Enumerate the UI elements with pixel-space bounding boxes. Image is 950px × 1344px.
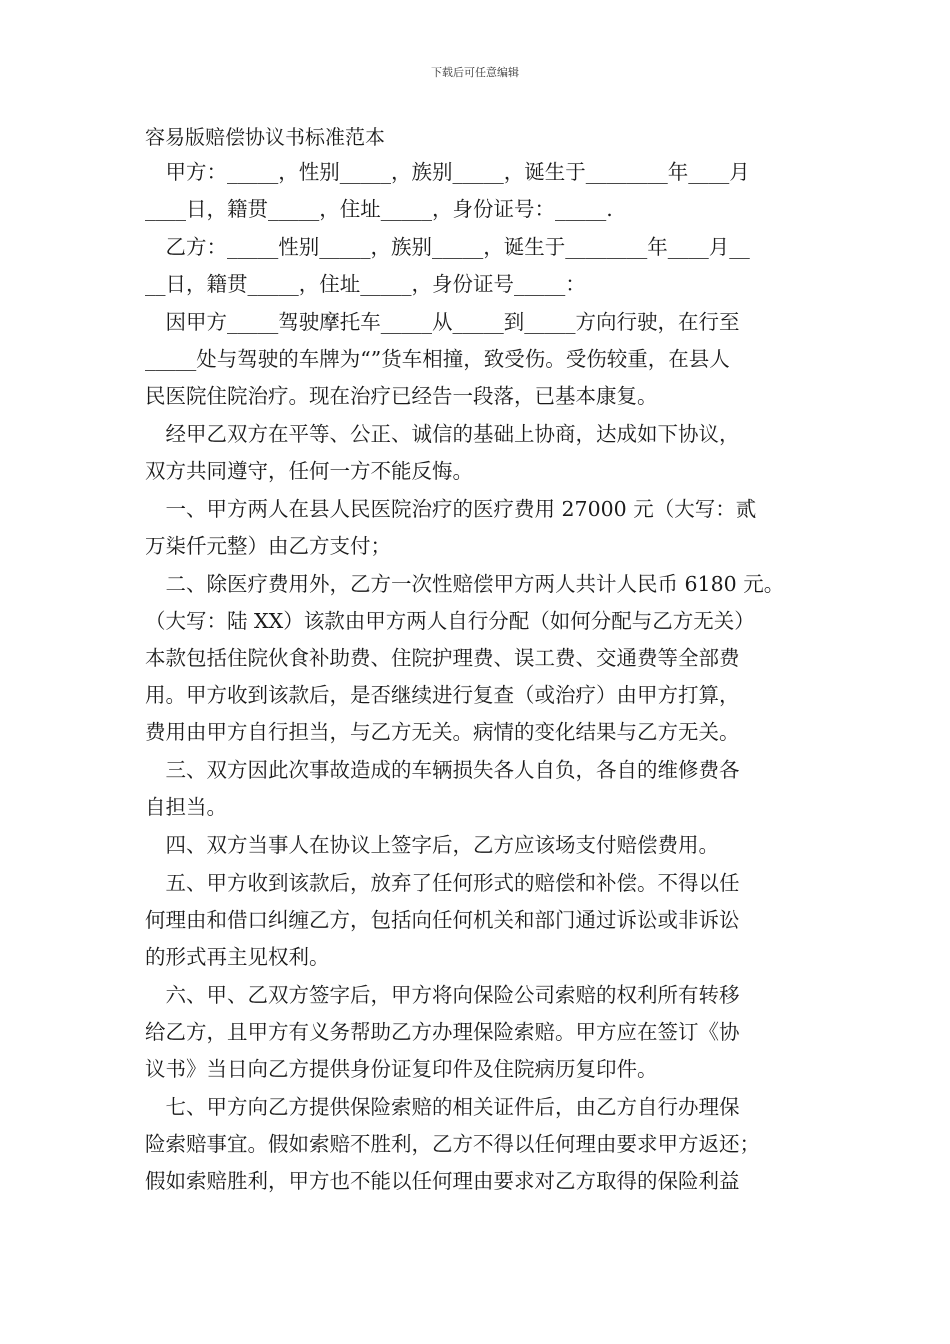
body-line: 用。甲方收到该款后，是否继续进行复查（或治疗）由甲方打算， (145, 683, 740, 707)
document-body (145, 154, 815, 1200)
body-line: 五、甲方收到该款后，放弃了任何形式的赔偿和补偿。不得以任 (145, 871, 740, 895)
body-line: 民医院住院治疗。现在治疗已经告一段落，已基本康复。 (145, 384, 658, 408)
body-line: ____日，籍贯_____，住址_____，身份证号：_____. (145, 197, 613, 221)
body-line: 何理由和借口纠缠乙方，包括向任何机关和部门通过诉讼或非诉讼 (145, 908, 740, 932)
body-line: 三、双方因此次事故造成的车辆损失各人自负，各自的维修费各 (145, 758, 740, 782)
body-line: 四、双方当事人在协议上签字后，乙方应该场支付赔偿费用。 (145, 833, 719, 857)
body-line: 二、除医疗费用外，乙方一次性赔偿甲方两人共计人民币 6180 元。 (145, 572, 785, 596)
body-line: 七、甲方向乙方提供保险索赔的相关证件后，由乙方自行办理保 (145, 1095, 740, 1119)
body-line: 因甲方_____驾驶摩托车_____从_____到_____方向行驶，在行至 (145, 310, 740, 334)
body-line: 假如索赔胜利，甲方也不能以任何理由要求对乙方取得的保险利益 (145, 1169, 740, 1193)
body-line: 甲方：_____，性别_____，族别_____，诞生于________年____月 (145, 160, 750, 184)
body-line: 万柒仟元整）由乙方支付； (145, 534, 391, 558)
body-line: 经甲乙双方在平等、公正、诚信的基础上协商，达成如下协议， (145, 422, 740, 446)
body-line: _____处与驾驶的车牌为“”货车相撞，致受伤。受伤较重，在县人 (145, 347, 730, 371)
body-line: 一、甲方两人在县人民医院治疗的医疗费用 27000 元（大写：贰 (145, 497, 757, 521)
body-line: 本款包括住院伙食补助费、住院护理费、误工费、交通费等全部费 (145, 646, 740, 670)
body-line: 给乙方，且甲方有义务帮助乙方办理保险索赔。甲方应在签订《协 (145, 1020, 740, 1044)
page-header-note: 下载后可任意编辑 (431, 66, 519, 79)
body-line: 乙方：_____性别_____，族别_____，诞生于________年____月__ (145, 235, 750, 259)
body-line: 双方共同遵守，任何一方不能反悔。 (145, 459, 473, 483)
body-line: 六、甲、乙双方签字后，甲方将向保险公司索赔的权利所有转移 (145, 983, 740, 1007)
body-line: 议书》当日向乙方提供身份证复印件及住院病历复印件。 (145, 1057, 658, 1081)
body-line: __日，籍贯_____，住址_____，身份证号_____： (145, 272, 586, 296)
body-line: 的形式再主见权利。 (145, 945, 330, 969)
body-line: （大写：陆 XX）该款由甲方两人自行分配（如何分配与乙方无关） (145, 609, 755, 633)
document-title: 容易版赔偿协议书标准范本 (145, 125, 385, 149)
body-line: 自担当。 (145, 795, 227, 819)
body-line: 险索赔事宜。假如索赔不胜利，乙方不得以任何理由要求甲方返还； (145, 1132, 760, 1156)
body-line: 费用由甲方自行担当，与乙方无关。病情的变化结果与乙方无关。 (145, 720, 740, 744)
